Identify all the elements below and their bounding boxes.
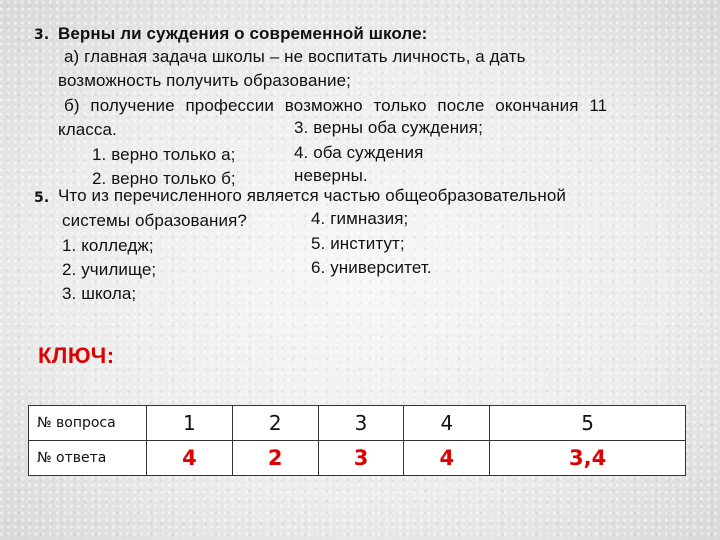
question-5-number: 5. [34,190,50,206]
question-number-cell: 3 [318,406,404,441]
question-5-title-line1: Что из перечисленного является частью общеобразовательной [58,186,567,205]
question-number-cell: 4 [404,406,490,441]
answer-number-row [29,441,686,476]
question-3-statement-a-line2: возможность получить образование; [58,71,351,90]
answer-number-cell: 3 [318,441,404,476]
question-number-label: № вопроса [29,406,147,441]
question-3-option-4-line2: неверны. [294,166,368,185]
question-3-statement-b-line1: б) получение профессии возможно только после окончания 11 [64,96,608,115]
question-5-option-5: 5. институт; [311,234,405,253]
question-5-option-3: 3. школа; [62,284,137,303]
question-number-row [29,406,686,441]
question-3-statement-b-line2: класса. [58,120,117,139]
question-5-title-line2: системы образования? [62,211,247,230]
question-number-cell: 5 [490,406,686,441]
question-3-title: Верны ли суждения о современной школе: [58,24,428,43]
question-3-number: 3. [34,27,50,43]
question-number-cell: 1 [147,406,233,441]
question-3-option-3: 3. верны оба суждения; [294,118,483,137]
question-5-option-2: 2. училище; [62,260,157,279]
question-3-statement-a-line1: а) главная задача школы – не воспитать личность, а дать [64,47,526,66]
question-5-option-1: 1. колледж; [62,236,154,255]
answer-number-cell: 3,4 [490,441,686,476]
question-3-option-4-line1: 4. оба суждения [294,143,424,162]
answer-number-cell: 2 [232,441,318,476]
question-number-cell: 2 [232,406,318,441]
answer-key-table [28,405,686,476]
question-5-option-6: 6. университет. [311,258,432,277]
answer-number-cell: 4 [404,441,490,476]
question-3-option-1: 1. верно только а; [92,145,236,164]
answer-number-cell: 4 [147,441,233,476]
question-3-option-2: 2. верно только б; [92,169,236,188]
answer-key-title: КЛЮЧ: [38,343,115,368]
answer-number-label: № ответа [29,441,147,476]
question-5-option-4: 4. гимназия; [311,209,409,228]
